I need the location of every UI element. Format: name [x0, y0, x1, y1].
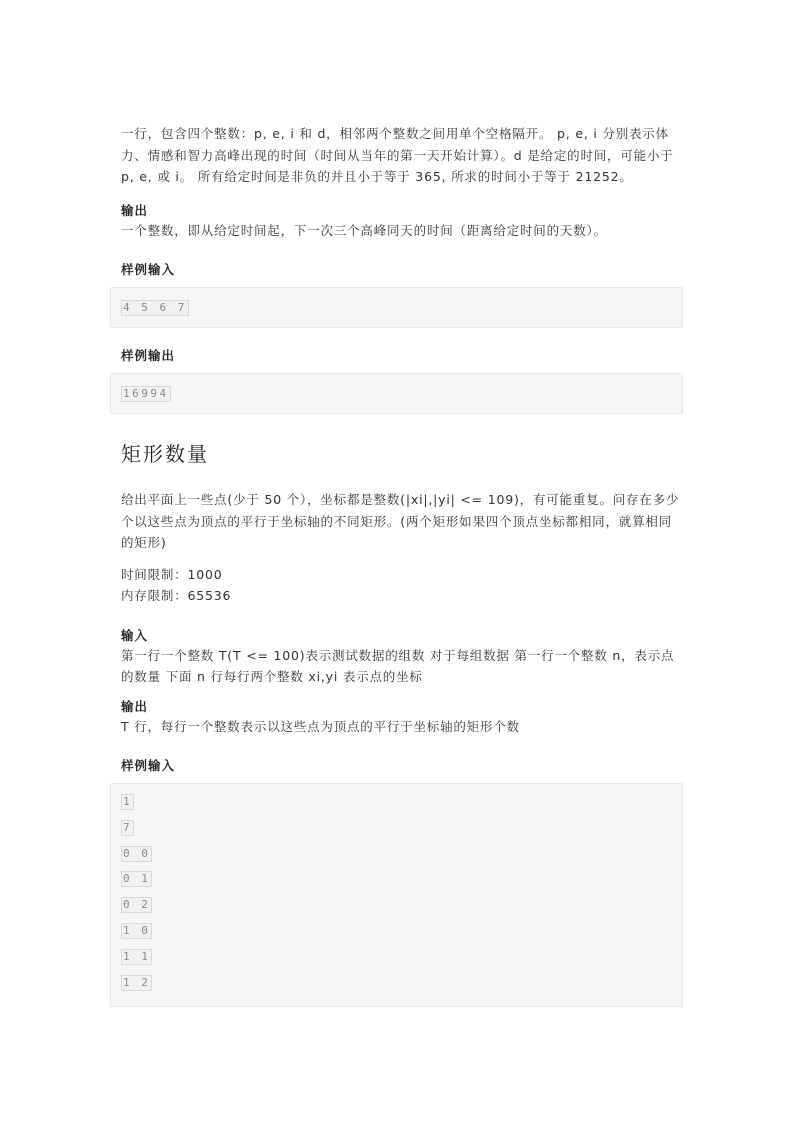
code-line — [111, 374, 682, 415]
problem2-output-description: T 行，每行一个整数表示以这些点为顶点的平行于坐标轴的矩形个数 — [121, 718, 520, 734]
code-line — [111, 945, 682, 971]
code-text: 0 1 — [123, 872, 151, 886]
code-line — [111, 816, 682, 842]
code-text: 0 0 — [123, 846, 151, 860]
code-line — [111, 790, 682, 816]
problem2-memory-limit: 内存限制：65536 — [121, 588, 232, 603]
problem2-description: 给出平面上一些点(少于 50 个），坐标都是整数(|xi|,|yi| <= 109)，有可能重复。问存在多少个以这些点为顶点的平行于坐标轴的不同矩形。(两个矩形如果四个顶点坐标都相同，就算相同的矩形) — [121, 492, 680, 550]
problem2-sample-input-box — [110, 783, 683, 1007]
problem1-output-description: 一个整数，即从给定时间起，下一次三个高峰同天的时间（距离给定时间的天数）。 — [121, 222, 607, 238]
code-text: 0 2 — [123, 898, 151, 912]
problem2-title: 矩形数量 — [121, 442, 209, 466]
code-line — [111, 842, 682, 868]
code-text: 1 2 — [123, 975, 151, 989]
code-line — [111, 971, 682, 997]
problem2-time-limit: 时间限制：1000 — [121, 566, 223, 582]
problem2-sample-input-label: 样例输入 — [121, 758, 176, 773]
code-text: 4 5 6 7 — [123, 301, 187, 314]
code-text: 1 0 — [123, 923, 151, 937]
code-text: 1 1 — [123, 949, 151, 963]
problem2-input-label: 输入 — [121, 627, 149, 643]
problem1-input-description: 一行，包含四个整数：p, e, i 和 d，相邻两个整数之间用单个空格隔开。 p, e, i 分别表示体力、情感和智力高峰出现的时间（时间从当年的第一天开始计算）。d 是给定的时间，可能小于 p, e, 或 i。 所有给定时间是非负的并且小于等于 365, 所求的时间小于等于 21252。 — [121, 126, 674, 184]
problem2-output-label: 输出 — [121, 698, 149, 714]
code-text: 7 — [123, 820, 133, 834]
code-line — [111, 919, 682, 945]
code-line — [111, 867, 682, 893]
code-line — [111, 288, 682, 329]
problem2-input-description: 第一行一个整数 T(T <= 100)表示测试数据的组数 对于每组数据 第一行一个整数 n，表示点的数量 下面 n 行每行两个整数 xi,yi 表示点的坐标 — [121, 647, 675, 684]
code-text: 16994 — [123, 387, 169, 400]
code-line — [111, 893, 682, 919]
problem1-sample-output-label: 样例输出 — [121, 348, 176, 363]
problem1-sample-output-box — [110, 373, 683, 414]
code-text: 1 — [123, 795, 133, 808]
content — [121, 123, 681, 1007]
problem1-sample-input-label: 样例输入 — [121, 262, 176, 277]
problem1-output-label: 输出 — [121, 202, 149, 218]
problem1-sample-input-box — [110, 287, 683, 328]
